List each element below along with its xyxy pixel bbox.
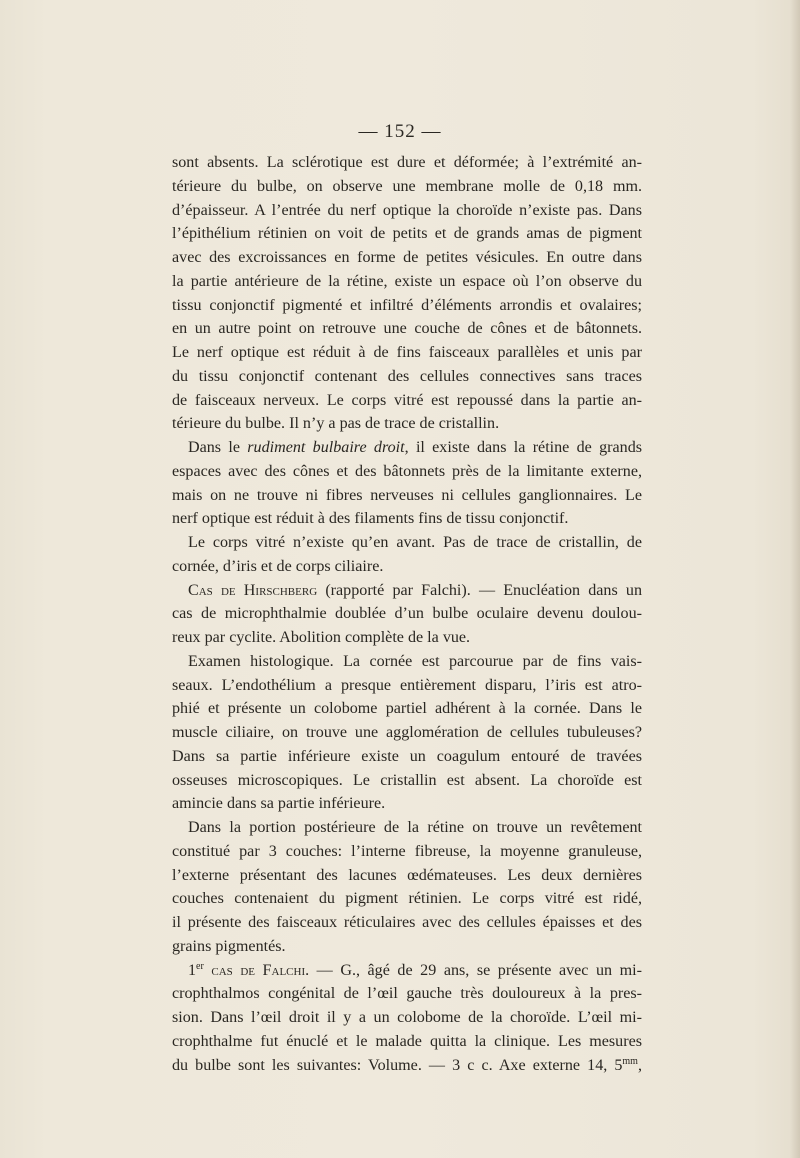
text-line: en un autre point on retrouve une couche de cônes et de bâtonnets. <box>172 320 642 338</box>
text-line: l’épithélium rétinien on voit de petits et de grands amas de pigment <box>172 225 642 243</box>
text-line: phié et présente un colobome partiel adhérent à la cornée. Dans le <box>172 700 642 718</box>
text-line: tissu conjonctif pigmenté et infiltré d’éléments arrondis et ovalaires; <box>172 296 642 314</box>
text-line: mais on ne trouve ni fibres nerveuses ni cellules ganglionnaires. Le <box>172 486 642 504</box>
text-line: du tissu conjonctif contenant des cellules connectives sans traces <box>172 367 642 385</box>
page-edge-shadow <box>790 0 800 1158</box>
text-line: Dans la portion postérieure de la rétine on trouve un revêtement <box>188 819 642 836</box>
text-line: espaces avec des cônes et des bâtonnets près de la limitante externe, <box>172 462 642 480</box>
text-line: seaux. L’endothélium a presque entièrement disparu, l’iris est atro- <box>172 676 642 694</box>
text-line: amincie dans sa partie inférieure. <box>172 795 386 813</box>
text-line: de faisceaux nerveux. Le corps vitré est repoussé dans la partie an- <box>172 391 642 409</box>
text-line: crophthalme fut énuclé et le malade quitta la clinique. Les mesures <box>172 1032 642 1050</box>
body-text <box>172 151 642 1077</box>
text-line: osseuses microscopiques. Le cristallin est absent. La choroïde est <box>172 771 642 789</box>
text-line: Dans le rudiment bulbaire droit, il existe dans la rétine de grands <box>188 439 642 456</box>
text-line: cornée, d’iris et de corps ciliaire. <box>172 557 384 575</box>
text-line: crophthalmos congénital de l’œil gauche très douloureux à la pres- <box>172 985 642 1003</box>
text-line: d’épaisseur. A l’entrée du nerf optique la choroïde n’existe pas. Dans <box>172 201 642 219</box>
text-line: sion. Dans l’œil droit il y a un colobome de la choroïde. L’œil mi- <box>172 1009 642 1026</box>
text-line: muscle ciliaire, on trouve une agglomération de cellules tubuleuses? <box>172 724 642 741</box>
text-line: avec des excroissances en forme de petites vésicules. En outre dans <box>172 249 642 266</box>
text-line: Le corps vitré n’existe qu’en avant. Pas de trace de cristallin, de <box>188 534 642 551</box>
text-line: Le nerf optique est réduit à de fins faisceaux parallèles et unis par <box>172 344 642 361</box>
text-line: Examen histologique. La cornée est parcourue par de fins vais- <box>188 652 642 670</box>
text-line: la partie antérieure de la rétine, existe un espace où l’on observe du <box>172 272 642 290</box>
text-line: l’externe présentant des lacunes œdémateuses. Les deux dernières <box>172 866 642 884</box>
text-line: couches contenaient du pigment rétinien. Le corps vitré est ridé, <box>172 890 642 908</box>
text-line: térieure du bulbe. Il n’y a pas de trace de cristallin. <box>172 415 500 433</box>
text-line: il présente des faisceaux réticulaires avec des cellules épaisses et des <box>172 914 642 931</box>
case-heading: Cas de Hirschberg <box>188 581 318 599</box>
text-line: sont absents. La sclérotique est dure et déformée; à l’extrémité an- <box>172 154 642 171</box>
text-line: Cas de Hirschberg (rapporté par Falchi). — Enucléation dans un <box>188 581 642 599</box>
text-line: Dans sa partie inférieure existe un coagulum entouré de travées <box>172 747 642 765</box>
text-line: reux par cyclite. Abolition complète de la vue. <box>172 629 471 646</box>
text-line: du bulbe sont les suivantes: Volume. — 3 c c. Axe externe 14, $5^{mm}$, <box>172 1055 642 1074</box>
page-number: — 152 — <box>358 121 442 142</box>
text-line: 1er cas de Falchi. — G., âgé de 29 ans, se présente avec un mi- <box>188 960 642 979</box>
text-line: nerf optique est réduit à des filaments fins de tissu conjonctif. <box>172 510 569 528</box>
case-heading: cas de Falchi. <box>203 961 310 979</box>
text-line: térieure du bulbe, on observe une membrane molle de 0,18 mm. <box>172 177 642 195</box>
italic-term: rudiment bulbaire droit <box>247 439 405 456</box>
text-line: cas de microphthalmie doublée d’un bulbe oculaire devenu doulou- <box>172 605 642 623</box>
text-line: grains pigmentés. <box>172 937 286 955</box>
text-line: constitué par 3 couches: l’interne fibreuse, la moyenne granuleuse, <box>172 842 642 860</box>
